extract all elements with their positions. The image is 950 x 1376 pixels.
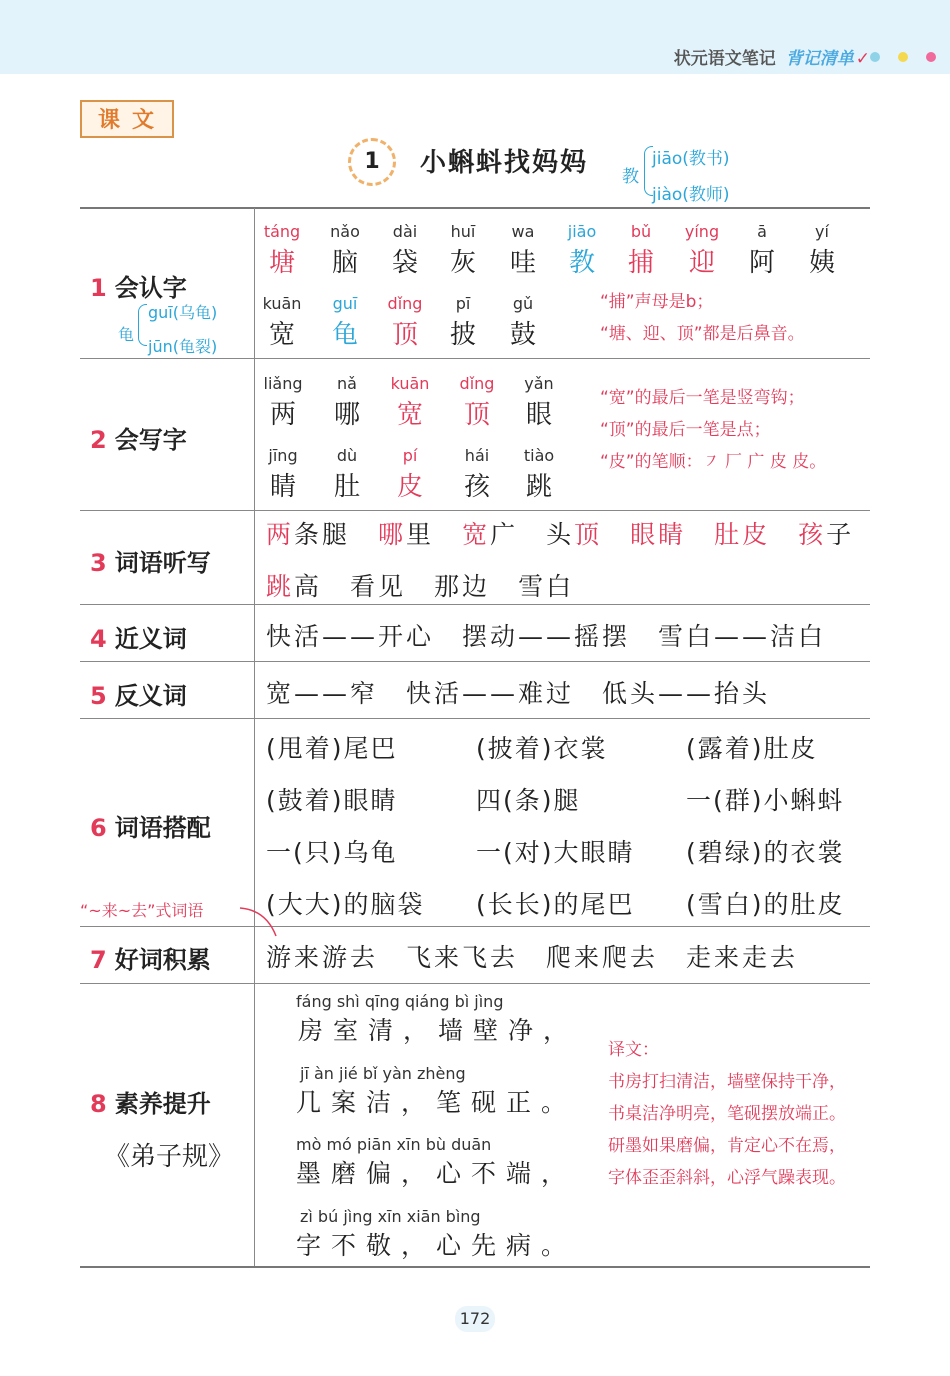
hanzi: 两 — [269, 400, 296, 430]
row-divider — [80, 510, 870, 511]
row-divider — [80, 926, 870, 927]
hanzi: 顶 — [391, 320, 418, 350]
pinyin: ā — [757, 222, 767, 241]
row-divider — [80, 661, 870, 662]
char-with-pinyin — [506, 374, 572, 431]
verse-line: 几案洁，笔砚正。 — [296, 1088, 577, 1117]
char-with-pinyin — [669, 222, 735, 279]
char-with-pinyin — [377, 446, 443, 503]
annotation-reading: guī(乌龟) — [148, 303, 218, 322]
char-with-pinyin — [312, 222, 378, 279]
hanzi: 捕 — [627, 248, 654, 278]
dot-icon — [926, 52, 936, 62]
hanzi: 哪 — [333, 400, 360, 430]
pinyin: guī — [332, 294, 358, 313]
pinyin: yí — [815, 222, 829, 241]
char-with-pinyin — [249, 294, 315, 351]
char-with-pinyin — [312, 294, 378, 351]
dot-icon — [898, 52, 908, 62]
arrow-icon — [236, 902, 286, 942]
pinyin: táng — [263, 222, 301, 241]
char-with-pinyin — [549, 222, 615, 279]
char-with-pinyin — [430, 222, 496, 279]
pinyin: dài — [392, 222, 418, 241]
verse-line: 墨磨偏，心不端， — [296, 1159, 577, 1188]
row-label: 3 词语听写 — [90, 549, 211, 577]
char-with-pinyin — [430, 294, 496, 351]
page-number: 172 — [455, 1306, 495, 1332]
hanzi: 龟 — [331, 320, 358, 350]
dot-icon — [870, 52, 880, 62]
char-with-pinyin — [506, 446, 572, 503]
pinyin: jiāo — [567, 222, 597, 241]
section-tag: 课文 — [80, 100, 174, 138]
char-with-pinyin — [250, 446, 316, 503]
pinyin-line: zì bú jìng xīn xiān bìng — [300, 1207, 481, 1226]
book-title: 《弟子规》 — [104, 1142, 235, 1172]
row-label: 6 词语搭配 — [90, 814, 211, 842]
column-divider — [254, 208, 255, 1266]
char-with-pinyin — [444, 446, 510, 503]
collocation: (甩着)尾巴 — [266, 734, 398, 763]
hanzi: 宽 — [268, 320, 295, 350]
char-with-pinyin — [444, 374, 510, 431]
hanzi: 阿 — [748, 248, 775, 278]
hanzi: 袋 — [391, 248, 418, 278]
synonym-list: 快活——开心 摆动——摇摆 雪白——洁白 — [266, 622, 827, 651]
pinyin: dǐng — [459, 374, 495, 393]
char-with-pinyin — [250, 374, 316, 431]
brand-title — [674, 44, 870, 69]
hanzi: 肚 — [333, 472, 360, 502]
pinyin: yǎn — [524, 374, 554, 393]
hanzi: 宽 — [396, 400, 423, 430]
hanzi: 睛 — [269, 472, 296, 502]
collocation: 一(群)小蝌蚪 — [686, 786, 845, 815]
row-label: 7 好词积累 — [90, 946, 211, 974]
collocation: 一(对)大眼睛 — [476, 838, 635, 867]
char-with-pinyin — [249, 222, 315, 279]
collocation: (雪白)的肚皮 — [686, 890, 845, 919]
note-text: “宽”的最后一笔是竖弯钩； “顶”的最后一笔是点； “皮”的笔顺：㇇ 厂 广 皮 皮。 — [600, 388, 827, 472]
row-label: 4 近义词 — [90, 625, 187, 653]
char-with-pinyin — [608, 222, 674, 279]
hanzi: 灰 — [449, 248, 476, 278]
pinyin: jīng — [268, 446, 298, 465]
note-text: “捕”声母是b； “塘、迎、顶”都是后鼻音。 — [600, 292, 805, 344]
check-icon: ✓ — [855, 49, 870, 69]
collocation: 四(条)腿 — [476, 786, 581, 815]
verse-line: 房室清，墙壁净， — [298, 1016, 579, 1045]
pinyin: pí — [402, 446, 418, 465]
pinyin: hái — [464, 446, 490, 465]
hanzi: 眼 — [525, 400, 552, 430]
annotation-reading: jūn(龟裂) — [148, 337, 218, 356]
row-label: 8 素养提升 — [90, 1090, 211, 1118]
series-name: 背记清单 — [785, 49, 854, 69]
char-with-pinyin — [377, 374, 443, 431]
table-border — [80, 1266, 870, 1268]
pinyin: huī — [450, 222, 476, 241]
char-with-pinyin — [372, 294, 438, 351]
hanzi: 教 — [568, 248, 595, 278]
hanzi: 披 — [449, 320, 476, 350]
pinyin-line: mò mó piān xīn bù duān — [296, 1135, 492, 1154]
collocation: (大大)的脑袋 — [266, 890, 425, 919]
hanzi: 顶 — [463, 400, 490, 430]
pinyin: liǎng — [263, 374, 303, 393]
row-label: 5 反义词 — [90, 682, 187, 710]
pinyin: pī — [455, 294, 471, 313]
annotation-char: 龟 — [118, 325, 135, 344]
collocation: (长长)的尾巴 — [476, 890, 635, 919]
hanzi: 鼓 — [509, 320, 536, 350]
verse-line: 字不敬，心先病。 — [296, 1231, 577, 1260]
hanzi: 皮 — [396, 472, 423, 502]
lesson-title: 小蝌蚪找妈妈 — [420, 148, 589, 178]
hanzi: 姨 — [808, 248, 835, 278]
char-with-pinyin — [372, 222, 438, 279]
char-with-pinyin — [490, 294, 556, 351]
pinyin: dù — [336, 446, 358, 465]
pinyin: bǔ — [630, 222, 652, 241]
collocation: (披着)衣裳 — [476, 734, 608, 763]
pinyin: nǎo — [330, 222, 360, 241]
row-divider — [80, 983, 870, 984]
char-with-pinyin — [314, 446, 380, 503]
collocation: (露着)肚皮 — [686, 734, 818, 763]
pinyin-line: jī àn jié bǐ yàn zhèng — [300, 1064, 466, 1083]
pinyin: nǎ — [337, 374, 357, 393]
pinyin: kuān — [262, 294, 302, 313]
dictation-line: 跳高 看见 那边 雪白 — [266, 572, 575, 601]
row-divider — [80, 718, 870, 719]
pinyin: gǔ — [512, 294, 534, 313]
hanzi: 哇 — [509, 248, 536, 278]
pinyin: kuān — [390, 374, 430, 393]
char-with-pinyin — [490, 222, 556, 279]
annotation-reading: jiāo(教书) — [652, 149, 730, 169]
pinyin-line: fáng shì qīng qiáng bì jìng — [296, 992, 504, 1011]
annotation-reading: jiào(教师) — [652, 185, 730, 205]
hanzi: 跳 — [525, 472, 552, 502]
brace-icon — [138, 304, 147, 346]
hanzi: 孩 — [463, 472, 490, 502]
pinyin: tiào — [523, 446, 555, 465]
pinyin: dǐng — [387, 294, 423, 313]
dictation-line: 两条腿 哪里 宽广 头顶 眼睛 肚皮 孩子 — [266, 520, 855, 549]
laiqu-note: “~来~去”式词语 — [80, 901, 204, 920]
char-with-pinyin — [314, 374, 380, 431]
row-label: 2 会写字 — [90, 426, 187, 454]
brand-name: 状元语文笔记 — [673, 49, 776, 69]
hanzi: 塘 — [268, 248, 295, 278]
hanzi: 迎 — [688, 248, 715, 278]
annotation-char: 教 — [622, 167, 639, 187]
hanzi: 脑 — [331, 248, 358, 278]
collocation: 一(只)乌龟 — [266, 838, 398, 867]
translation: 译文： 书房打扫清洁，墙壁保持干净， 书桌洁净明亮，笔砚摆放端正。 研墨如果磨偏，肯定心不在焉， 字体歪歪斜斜，心浮气躁表现。 — [608, 1040, 846, 1188]
char-with-pinyin — [789, 222, 855, 279]
antonym-list: 宽——窄 快活——难过 低头——抬头 — [266, 679, 771, 708]
row-divider — [80, 604, 870, 605]
pinyin: yíng — [684, 222, 720, 241]
char-with-pinyin — [729, 222, 795, 279]
row-label: 1 会认字 — [90, 274, 187, 302]
lesson-number: 1 — [348, 138, 396, 186]
collocation: (鼓着)眼睛 — [266, 786, 398, 815]
pinyin: wa — [511, 222, 535, 241]
table-border — [80, 207, 870, 209]
collocation: (碧绿)的衣裳 — [686, 838, 845, 867]
row-divider — [80, 358, 870, 359]
good-words: 游来游去 飞来飞去 爬来爬去 走来走去 — [266, 943, 799, 972]
